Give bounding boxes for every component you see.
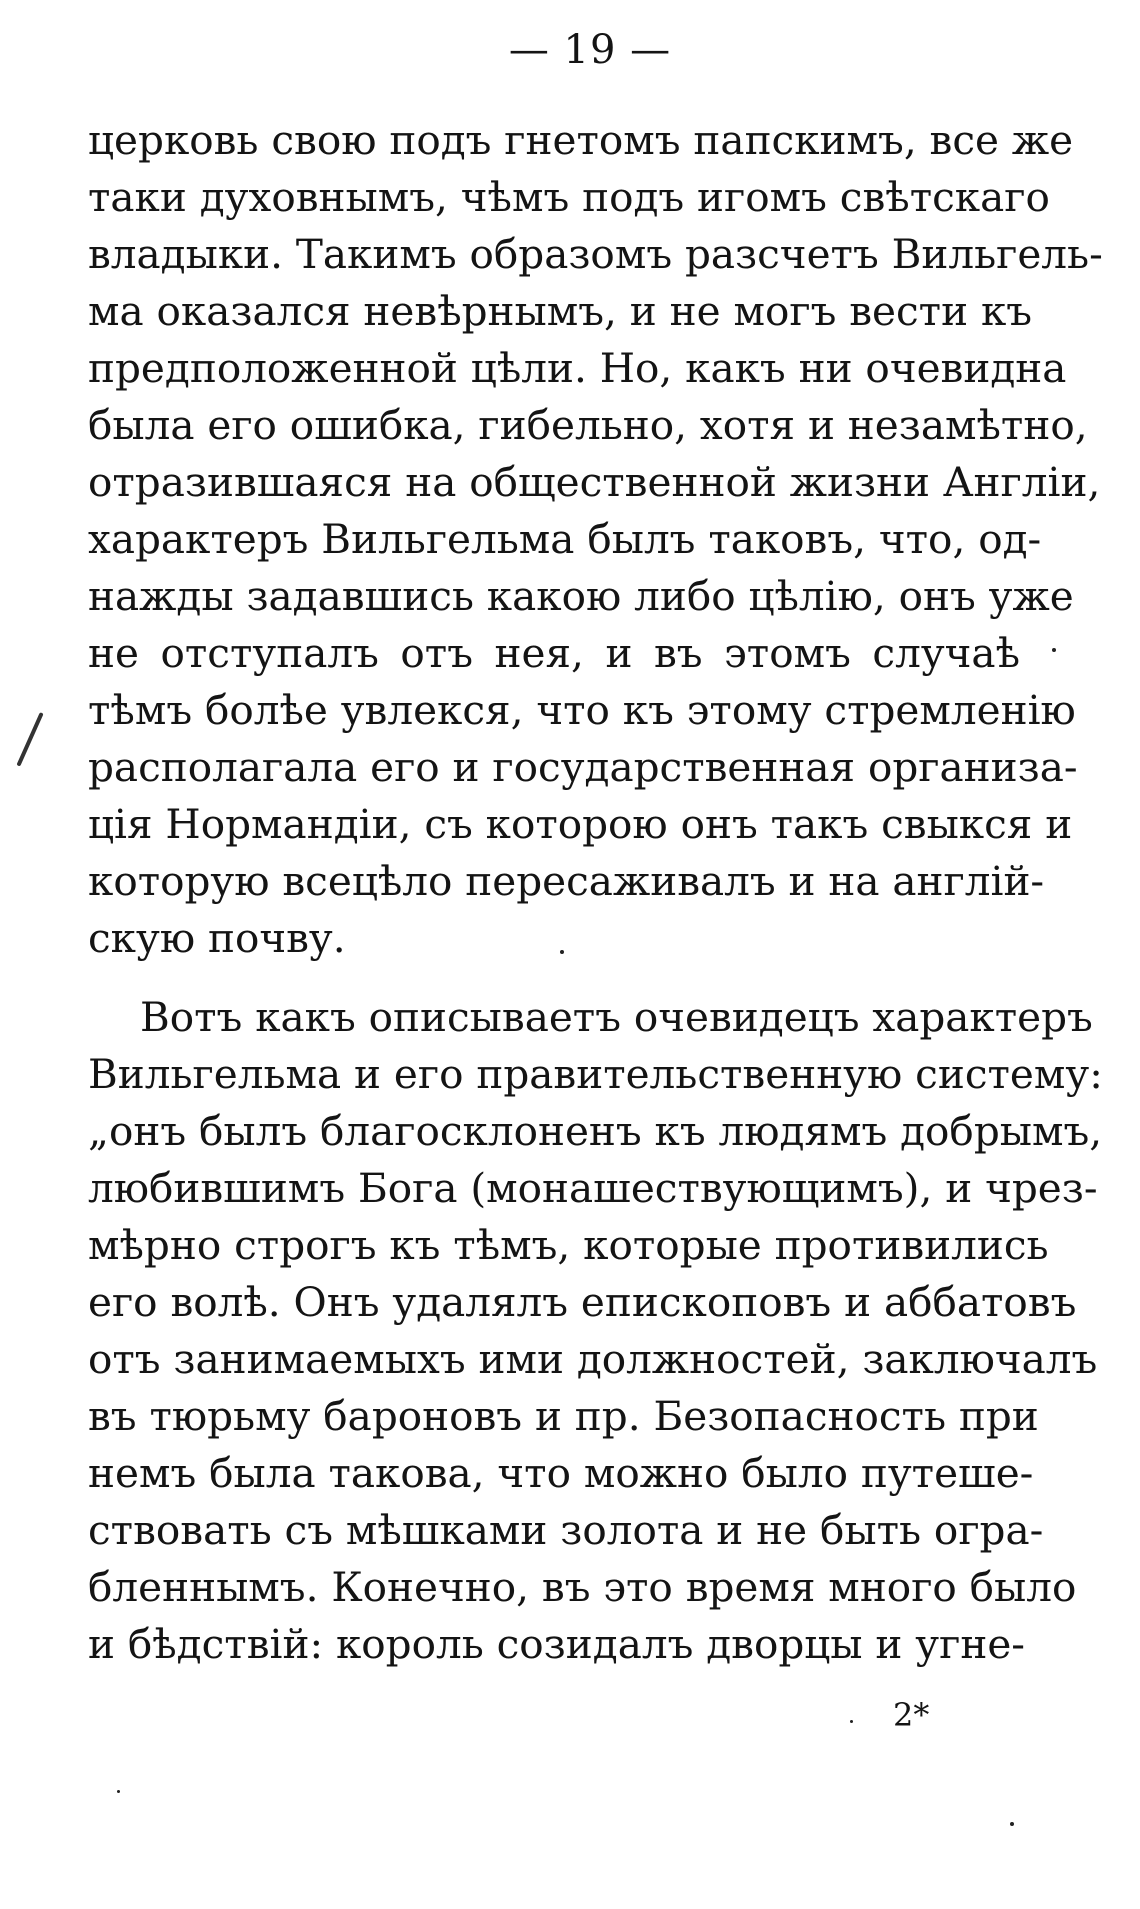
- text-line: мѣрно строгъ къ тѣмъ, которые противились: [88, 1221, 1049, 1269]
- text-line: скую почву.: [88, 914, 346, 962]
- margin-pencil-mark: [16, 712, 43, 767]
- text-line: отъ занимаемыхъ ими должностей, заключалъ: [88, 1335, 1098, 1383]
- scan-speck: [117, 1790, 120, 1793]
- text-line: ствовать съ мѣшками золота и не быть огра-: [88, 1506, 1044, 1554]
- text-line: „онъ былъ благосклоненъ къ людямъ добрымъ,: [88, 1107, 1103, 1155]
- scan-speck: [1010, 1822, 1014, 1826]
- text-line: Вотъ какъ описываетъ очевидецъ характеръ: [140, 993, 1093, 1041]
- text-line: въ тюрьму бароновъ и пр. Безопасность при: [88, 1392, 1039, 1440]
- text-line: располагала его и государственная организа-: [88, 743, 1078, 791]
- text-line: церковь свою подъ гнетомъ папскимъ, все же: [88, 116, 1074, 164]
- text-line: ма оказался невѣрнымъ, и не могъ вести къ: [88, 287, 1033, 335]
- text-line: и бѣдствій: король созидалъ дворцы и угне-: [88, 1620, 1025, 1668]
- text-line: отразившаяся на общественной жизни Англіи,: [88, 458, 1101, 506]
- text-line: была его ошибка, гибельно, хотя и незамѣтно,: [88, 401, 1088, 449]
- text-line: не отступалъ отъ нея, и въ этомъ случаѣ: [88, 629, 1020, 677]
- text-line: Вильгельма и его правительственную систему:: [88, 1050, 1103, 1098]
- text-line: которую всецѣло пересаживалъ и на англій-: [88, 857, 1045, 905]
- body-text: [88, 112, 1103, 1673]
- paragraph-2: [88, 989, 1103, 1673]
- scan-speck: [850, 1720, 853, 1723]
- scan-speck: [1052, 648, 1056, 652]
- text-line: любившимъ Бога (монашествующимъ), и чрез-: [88, 1164, 1098, 1212]
- paragraph-gap: [88, 967, 1020, 989]
- signature-mark: 2*: [893, 1696, 930, 1734]
- text-line: тѣмъ болѣе увлекся, что къ этому стремленію: [88, 686, 1076, 734]
- page-number: — 19 —: [508, 27, 672, 73]
- text-line: его волѣ. Онъ удалялъ епископовъ и аббатовъ: [88, 1278, 1077, 1326]
- scan-speck: [560, 950, 564, 954]
- text-line: предположенной цѣли. Но, какъ ни очевидна: [88, 344, 1067, 392]
- text-line: таки духовнымъ, чѣмъ подъ игомъ свѣтскаго: [88, 173, 1050, 221]
- text-line: нажды задавшись какою либо цѣлію, онъ уже: [88, 572, 1074, 620]
- paragraph-1: [88, 112, 1103, 967]
- text-line: немъ была такова, что можно было путеше-: [88, 1449, 1034, 1497]
- text-line: владыки. Такимъ образомъ разсчетъ Вильгель-: [88, 230, 1103, 278]
- text-line: ція Нормандіи, съ которою онъ такъ свыкся и: [88, 800, 1073, 848]
- text-line: характеръ Вильгельма былъ таковъ, что, од-: [88, 515, 1042, 563]
- text-line: бленнымъ. Конечно, въ это время много было: [88, 1563, 1077, 1611]
